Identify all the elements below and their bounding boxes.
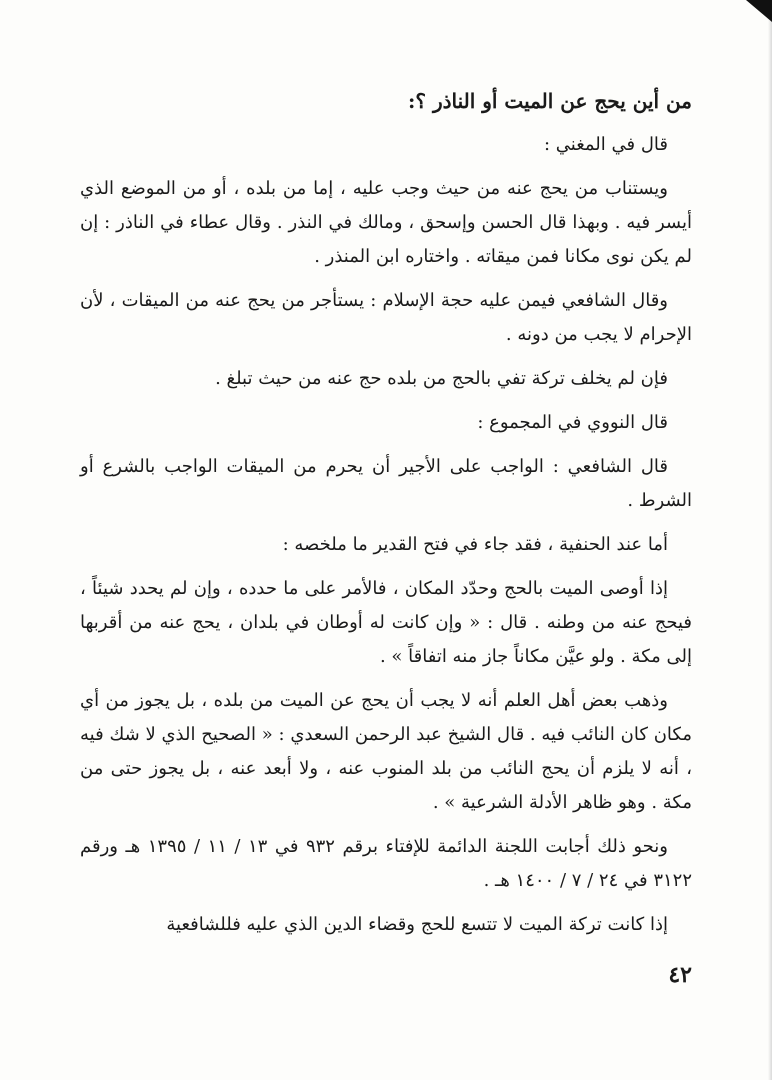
corner-mark <box>746 0 772 22</box>
scan-edge-shadow <box>768 0 772 1080</box>
paragraph-nawawi-intro: قال النووي في المجموع : <box>477 412 668 433</box>
paragraph-debt: إذا كانت تركة الميت لا تتسع للحج وقضاء الدين الذي عليه فللشافعية <box>166 914 668 935</box>
page-number: ٤٢ <box>668 962 692 988</box>
page-body <box>80 84 692 952</box>
paragraph-lajna: ونحو ذلك أجابت اللجنة الدائمة للإفتاء برقم ٩٣٢ في ١٣ / ١١ / ١٣٩٥ هـ ورقم ٣١٢٢ في ٢٤ / ٧ / ١٤٠٠ هـ . <box>80 836 692 891</box>
paragraph-hanafi-intro: أما عند الحنفية ، فقد جاء في فتح القدير ما ملخصه : <box>282 534 668 555</box>
paragraph-mughni-intro: قال في المغني : <box>543 134 668 155</box>
paragraph-shafii: وقال الشافعي فيمن عليه حجة الإسلام : يستأجر من يحج عنه من الميقات ، لأن الإحرام لا يجب من دونه . <box>80 290 692 345</box>
paragraph-hanafi-text: إذا أوصى الميت بالحج وحدّد المكان ، فالأمر على ما حدده ، وإن لم يحدد شيئاً ، فيحج عنه من وطنه . قال : « وإن كانت له أوطان في بلدان ، يحج عنه من أقربها إلى مكة . ولو عيَّن مكاناً جاز منه اتفاقاً » . <box>80 578 692 667</box>
section-heading: من أين يحج عن الميت أو الناذر ؟: <box>407 89 692 113</box>
paragraph-shafii-ajir: قال الشافعي : الواجب على الأجير أن يحرم من الميقات الواجب بالشرع أو الشرط . <box>80 456 692 511</box>
paragraph-mughni-text: ويستناب من يحج عنه من حيث وجب عليه ، إما من بلده ، أو من الموضع الذي أيسر فيه . وبهذا قال الحسن وإسحق ، ومالك في النذر . وقال عطاء في الناذر : إن لم يكن نوى مكانا فمن ميقاته . واختاره ابن المنذر . <box>80 178 692 267</box>
paragraph-estate: فإن لم يخلف تركة تفي بالحج من بلده حج عنه من حيث تبلغ . <box>215 368 668 389</box>
paragraph-saadi: وذهب بعض أهل العلم أنه لا يجب أن يحج عن الميت من بلده ، بل يجوز من أي مكان كان النائب فيه . قال الشيخ عبد الرحمن السعدي : « الصحيح الذي لا شك فيه ، أنه لا يلزم أن يحج النائب من بلد المنوب عنه ، ولا أبعد عنه ، بل يجوز حتى من مكة . وهو ظاهر الأدلة الشرعية » . <box>80 690 692 813</box>
